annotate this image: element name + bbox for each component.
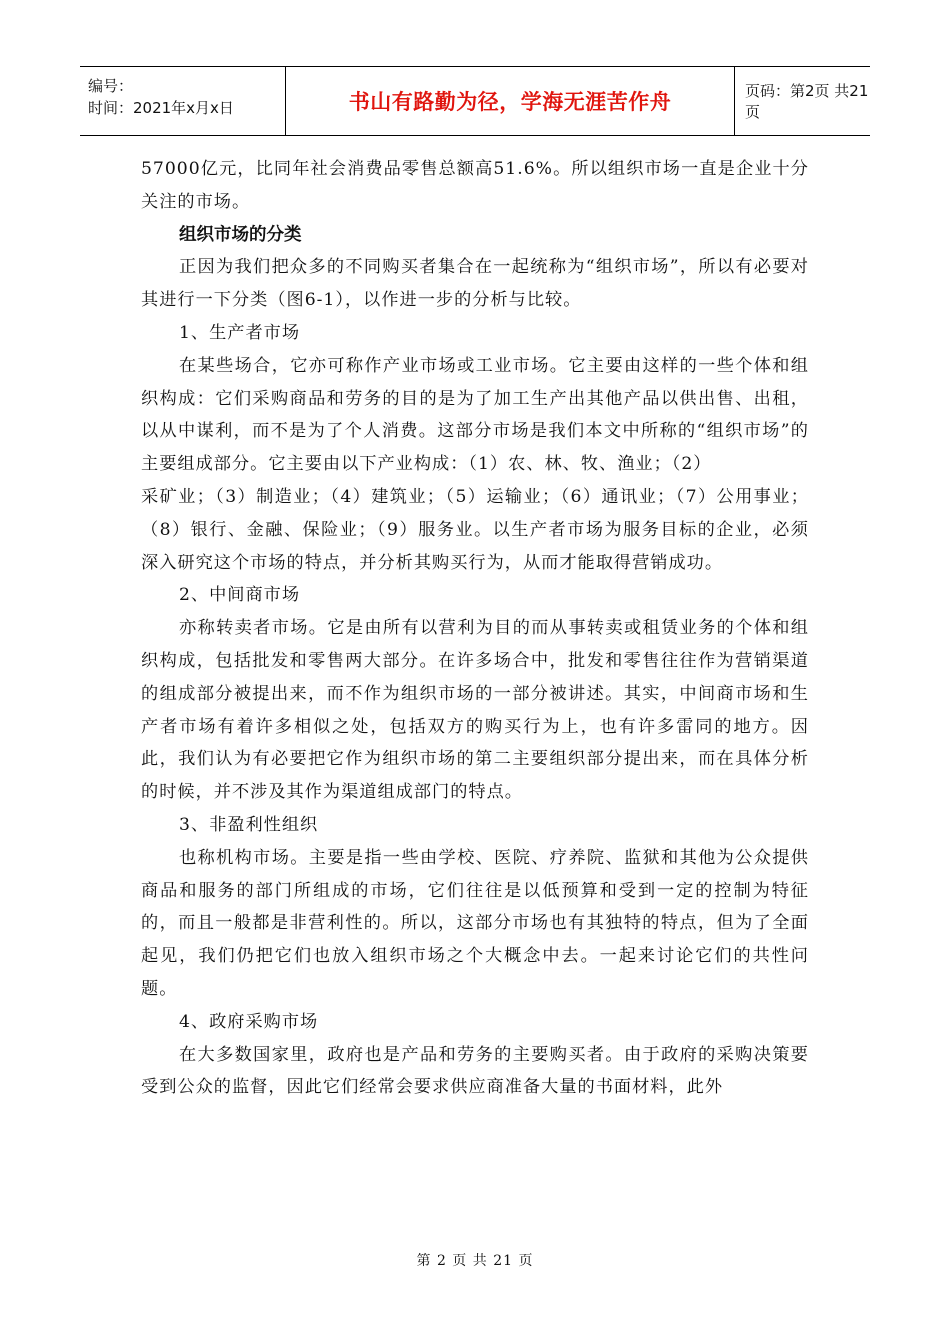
paragraph-government-market: 在大多数国家里，政府也是产品和劳务的主要购买者。由于政府的采购决策要受到公众的监督，因此它们经常会要求供应商准备大量的书面材料，此外 xyxy=(141,1044,809,1098)
section-heading: 组织市场的分类 xyxy=(179,224,302,245)
paragraph-reseller-market: 亦称转卖者市场。它是由所有以营利为目的而从事转卖或租赁业务的个体和组织构成，包括批发和零售两大部分。在许多场合中，批发和零售往往作为营销渠道的组成部分被提出来，而不作为组织市场的一部分被讲述。其实，中间商市场和生产者市场有着许多相似之处，包括双方的购买行为上，也有许多雷同的地方。因此，我们认为有必要把它作为组织市场的第二主要组织部分提出来，而在具体分析的时候，并不涉及其作为渠道组成部门的特点。 xyxy=(141,618,809,803)
number-label: 编号： xyxy=(88,77,134,95)
paragraph-nonprofit: 也称机构市场。主要是指一些由学校、医院、疗养院、监狱和其他为公众提供商品和服务的部门所组成的市场，它们往往是以低预算和受到一定的控制为特征的，而且一般都是非营利性的。所以，这部分市场也有其独特的特点，但为了全面起见，我们仍把它们也放入组织市场之个大概念中去。一起来讨论它们的共性问题。 xyxy=(141,847,809,999)
subheading-producer-market: 1、生产者市场 xyxy=(179,322,301,343)
motto-text: 书山有路勤为径，学海无涯苦作舟 xyxy=(348,90,672,114)
header-left-cell xyxy=(80,67,285,135)
page-info: 页码：第2页 共21页 xyxy=(745,82,869,121)
paragraph-producer-market-a: 在某些场合，它亦可称作产业市场或工业市场。它主要由这样的一些个体和组织构成：它们采购商品和劳务的目的是为了加工生产出其他产品以供出售、出租，以从中谋利，而不是为了个人消费。这部分市场是我们本文中所称的“组织市场”的主要组成部分。它主要由以下产业构成：（1）农、林、牧、渔业；（2） xyxy=(141,355,809,475)
subheading-nonprofit: 3、非盈利性组织 xyxy=(179,814,319,835)
paragraph-intro: 57000亿元，比同年社会消费品零售总额高51.6%。所以组织市场一直是企业十分关注的市场。 xyxy=(141,159,809,212)
subheading-reseller-market: 2、中间商市场 xyxy=(179,585,301,606)
header-motto-cell xyxy=(285,67,735,135)
subheading-government-market: 4、政府采购市场 xyxy=(179,1011,319,1032)
page-footer: 第 2 页 共 21 页 xyxy=(416,1253,534,1269)
header-page-cell xyxy=(735,67,870,135)
document-header xyxy=(80,66,870,136)
paragraph-producer-market-b: 采矿业；（3）制造业；（4）建筑业；（5）运输业；（6）通讯业；（7）公用事业；（8）银行、金融、保险业；（9）服务业。以生产者市场为服务目标的企业，必须深入研究这个市场的特点，并分析其购买行为，从而才能取得营销成功。 xyxy=(141,486,809,573)
document-body xyxy=(141,153,809,1104)
paragraph-classification: 正因为我们把众多的不同购买者集合在一起统称为“组织市场”，所以有必要对其进行一下分类（图6-1），以作进一步的分析与比较。 xyxy=(141,257,809,311)
time-label: 时间：2021年x月x日 xyxy=(88,99,234,117)
